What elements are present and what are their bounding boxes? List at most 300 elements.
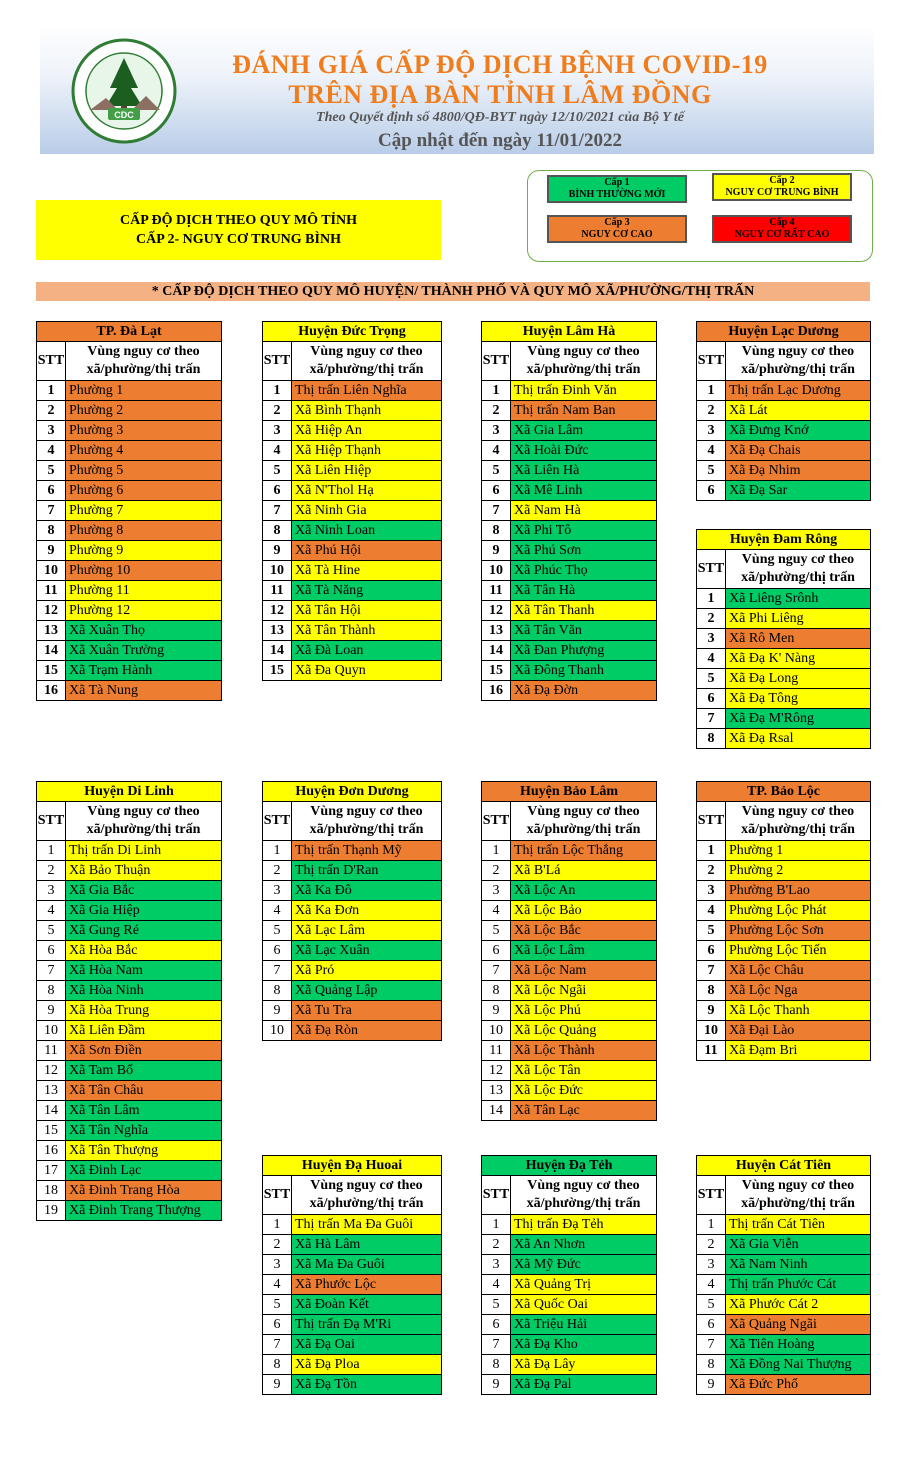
table-row: [697, 1041, 871, 1061]
row-number: 2: [482, 401, 511, 421]
row-number: 9: [37, 541, 66, 561]
commune-name: Xã Lộc Quảng: [511, 1021, 657, 1041]
row-number: 3: [263, 881, 292, 901]
table-row: [482, 921, 657, 941]
row-number: 5: [697, 921, 726, 941]
commune-name: Thị trấn Đạ Tẻh: [511, 1215, 657, 1235]
row-number: 3: [482, 881, 511, 901]
row-number: 1: [697, 841, 726, 861]
row-number: 7: [697, 1335, 726, 1355]
row-number: 1: [697, 589, 726, 609]
row-number: 11: [263, 581, 292, 601]
table-row: [37, 841, 222, 861]
commune-name: Xã Đạ Đờn: [511, 681, 657, 701]
district-name: TP. Bảo Lộc: [697, 782, 871, 802]
district-table: [36, 781, 222, 1221]
commune-name: Phường Lộc Sơn: [726, 921, 871, 941]
table-row: [482, 381, 657, 401]
row-number: 9: [263, 541, 292, 561]
row-number: 4: [482, 901, 511, 921]
svg-text:CDC: CDC: [114, 110, 134, 120]
row-number: 5: [37, 461, 66, 481]
page-title: ĐÁNH GIÁ CẤP ĐỘ DỊCH BỆNH COVID-19: [232, 50, 768, 79]
legend-level-3: Cấp 3 NGUY CƠ CAO: [547, 215, 687, 243]
row-number: 6: [37, 481, 66, 501]
row-number: 9: [263, 1375, 292, 1395]
row-number: 5: [697, 461, 726, 481]
commune-name: Xã Đạ Pal: [511, 1375, 657, 1395]
row-number: 4: [697, 1275, 726, 1295]
commune-name: Xã Xuân Trường: [66, 641, 222, 661]
table-row: [37, 1121, 222, 1141]
table-row: [263, 941, 442, 961]
section-title: * CẤP ĐỘ DỊCH THEO QUY MÔ HUYỆN/ THÀNH PHỐ VÀ QUY MÔ XÃ/PHƯỜNG/THỊ TRẤN: [36, 282, 870, 301]
commune-name: Xã Hòa Ninh: [66, 981, 222, 1001]
district-name: Huyện Cát Tiên: [697, 1156, 871, 1176]
table-row: [482, 481, 657, 501]
table-row: [482, 401, 657, 421]
table-row: [697, 1021, 871, 1041]
table-row: [263, 861, 442, 881]
district-name: TP. Đà Lạt: [37, 322, 222, 342]
row-number: 5: [697, 1295, 726, 1315]
row-number: 2: [263, 401, 292, 421]
row-number: 2: [697, 1235, 726, 1255]
table-row: [482, 841, 657, 861]
commune-name: Phường 9: [66, 541, 222, 561]
commune-name: Xã Lộc Bắc: [511, 921, 657, 941]
table-row: [263, 441, 442, 461]
commune-name: Xã Liêng Srônh: [726, 589, 871, 609]
row-number: 7: [697, 709, 726, 729]
table-row: [482, 861, 657, 881]
table-row: [37, 381, 222, 401]
commune-name: Phường 2: [726, 861, 871, 881]
commune-name: Phường 11: [66, 581, 222, 601]
cdc-logo-icon: [70, 38, 178, 144]
table-row: [482, 441, 657, 461]
area-header: Vùng nguy cơ theo xã/phường/thị trấn: [726, 550, 871, 589]
table-row: [37, 881, 222, 901]
commune-name: Xã Lộc Phú: [511, 1001, 657, 1021]
table-row: [697, 609, 871, 629]
commune-name: Thị trấn Phước Cát: [726, 1275, 871, 1295]
area-header: Vùng nguy cơ theo xã/phường/thị trấn: [726, 342, 871, 381]
commune-name: Xã Tà Nung: [66, 681, 222, 701]
row-number: 5: [37, 921, 66, 941]
table-row: [482, 1101, 657, 1121]
table-row: [37, 1141, 222, 1161]
commune-name: Xã Đạ Lây: [511, 1355, 657, 1375]
row-number: 2: [37, 861, 66, 881]
area-header: Vùng nguy cơ theo xã/phường/thị trấn: [726, 802, 871, 841]
row-number: 18: [37, 1181, 66, 1201]
row-number: 6: [482, 481, 511, 501]
table-row: [697, 1355, 871, 1375]
commune-name: Xã Đồng Nai Thượng: [726, 1355, 871, 1375]
row-number: 5: [263, 921, 292, 941]
table-row: [37, 601, 222, 621]
commune-name: Phường Lộc Tiến: [726, 941, 871, 961]
commune-name: Xã Phú Sơn: [511, 541, 657, 561]
commune-name: Phường 4: [66, 441, 222, 461]
commune-name: Xã Tân Châu: [66, 1081, 222, 1101]
row-number: 7: [263, 1335, 292, 1355]
table-row: [482, 1081, 657, 1101]
stt-header: STT: [697, 802, 726, 841]
commune-name: Xã Đa Quyn: [292, 661, 442, 681]
district-table: [36, 321, 222, 701]
commune-name: Xã Tân Hội: [292, 601, 442, 621]
row-number: 4: [697, 441, 726, 461]
commune-name: Xã Bảo Thuận: [66, 861, 222, 881]
commune-name: Xã Rô Men: [726, 629, 871, 649]
table-row: [263, 1315, 442, 1335]
row-number: 1: [697, 1215, 726, 1235]
table-row: [482, 1355, 657, 1375]
table-row: [263, 1255, 442, 1275]
stt-header: STT: [37, 802, 66, 841]
district-name: Huyện Di Linh: [37, 782, 222, 802]
district-name: Huyện Lâm Hà: [482, 322, 657, 342]
district-name: Huyện Đạ Tẻh: [482, 1156, 657, 1176]
row-number: 7: [482, 1335, 511, 1355]
commune-name: Xã Nam Ninh: [726, 1255, 871, 1275]
area-header: Vùng nguy cơ theo xã/phường/thị trấn: [292, 802, 442, 841]
row-number: 5: [263, 461, 292, 481]
commune-name: Xã Tà Hine: [292, 561, 442, 581]
table-row: [263, 641, 442, 661]
table-row: [37, 501, 222, 521]
table-row: [482, 1295, 657, 1315]
stt-header: STT: [697, 1176, 726, 1215]
commune-name: Xã Đạ Ploa: [292, 1355, 442, 1375]
table-row: [697, 1255, 871, 1275]
table-row: [263, 1355, 442, 1375]
table-row: [697, 1235, 871, 1255]
row-number: 8: [697, 981, 726, 1001]
row-number: 4: [482, 441, 511, 461]
row-number: 10: [37, 1021, 66, 1041]
table-row: [37, 961, 222, 981]
commune-name: Xã Gung Ré: [66, 921, 222, 941]
commune-name: Phường 12: [66, 601, 222, 621]
table-row: [37, 861, 222, 881]
table-row: [697, 441, 871, 461]
row-number: 5: [482, 461, 511, 481]
commune-name: Phường 7: [66, 501, 222, 521]
row-number: 6: [263, 941, 292, 961]
commune-name: Xã Sơn Điền: [66, 1041, 222, 1061]
row-number: 10: [697, 1021, 726, 1041]
table-row: [482, 1001, 657, 1021]
table-row: [37, 661, 222, 681]
row-number: 8: [482, 521, 511, 541]
commune-name: Xã Hà Lâm: [292, 1235, 442, 1255]
commune-name: Xã Gia Bắc: [66, 881, 222, 901]
table-row: [697, 669, 871, 689]
row-number: 1: [37, 841, 66, 861]
row-number: 9: [482, 1001, 511, 1021]
commune-name: Xã Ka Đơn: [292, 901, 442, 921]
table-row: [697, 629, 871, 649]
commune-name: Xã Tân Hà: [511, 581, 657, 601]
row-number: 13: [37, 1081, 66, 1101]
row-number: 3: [697, 421, 726, 441]
table-row: [697, 961, 871, 981]
table-row: [37, 441, 222, 461]
commune-name: Xã Lạc Lâm: [292, 921, 442, 941]
area-header: Vùng nguy cơ theo xã/phường/thị trấn: [511, 802, 657, 841]
commune-name: Xã Lộc Nga: [726, 981, 871, 1001]
row-number: 3: [482, 1255, 511, 1275]
row-number: 8: [263, 981, 292, 1001]
commune-name: Xã Pró: [292, 961, 442, 981]
table-row: [37, 941, 222, 961]
commune-name: Xã Đinh Trang Hòa: [66, 1181, 222, 1201]
row-number: 10: [37, 561, 66, 581]
commune-name: Phường 6: [66, 481, 222, 501]
table-row: [263, 501, 442, 521]
table-row: [263, 421, 442, 441]
district-table: [481, 321, 657, 701]
table-row: [263, 541, 442, 561]
table-row: [37, 681, 222, 701]
row-number: 11: [482, 1041, 511, 1061]
table-row: [263, 561, 442, 581]
table-row: [697, 689, 871, 709]
table-row: [263, 461, 442, 481]
commune-name: Phường 5: [66, 461, 222, 481]
row-number: 12: [37, 1061, 66, 1081]
table-row: [37, 921, 222, 941]
row-number: 4: [697, 649, 726, 669]
row-number: 14: [482, 641, 511, 661]
commune-name: Xã Hòa Trung: [66, 1001, 222, 1021]
table-row: [263, 901, 442, 921]
row-number: 1: [697, 381, 726, 401]
row-number: 11: [37, 581, 66, 601]
table-row: [482, 1041, 657, 1061]
row-number: 2: [263, 1235, 292, 1255]
commune-name: Xã Tân Văn: [511, 621, 657, 641]
row-number: 4: [697, 901, 726, 921]
table-row: [482, 1215, 657, 1235]
district-table: [696, 1155, 871, 1395]
table-row: [37, 1181, 222, 1201]
commune-name: Xã Tân Thanh: [511, 601, 657, 621]
commune-name: Thị trấn D'Ran: [292, 861, 442, 881]
commune-name: Thị trấn Nam Ban: [511, 401, 657, 421]
table-row: [697, 1295, 871, 1315]
row-number: 9: [697, 1001, 726, 1021]
row-number: 12: [37, 601, 66, 621]
update-date: Cập nhật đến ngày 11/01/2022: [378, 130, 622, 151]
table-row: [697, 1215, 871, 1235]
table-row: [697, 921, 871, 941]
area-header: Vùng nguy cơ theo xã/phường/thị trấn: [511, 1176, 657, 1215]
table-row: [482, 1255, 657, 1275]
row-number: 6: [697, 689, 726, 709]
district-name: Huyện Đam Rông: [697, 530, 871, 550]
commune-name: Xã Trạm Hành: [66, 661, 222, 681]
row-number: 6: [697, 1315, 726, 1335]
commune-name: Xã Quảng Lập: [292, 981, 442, 1001]
commune-name: Xã Phúc Thọ: [511, 561, 657, 581]
commune-name: Xã Đạm Bri: [726, 1041, 871, 1061]
row-number: 2: [482, 861, 511, 881]
row-number: 1: [482, 381, 511, 401]
stt-header: STT: [37, 342, 66, 381]
legend: [527, 170, 873, 262]
row-number: 5: [697, 669, 726, 689]
page-subtitle: TRÊN ĐỊA BÀN TỈNH LÂM ĐỒNG: [288, 80, 712, 109]
row-number: 14: [37, 641, 66, 661]
commune-name: Xã Hòa Bắc: [66, 941, 222, 961]
table-row: [697, 981, 871, 1001]
table-row: [37, 621, 222, 641]
commune-name: Xã Lộc An: [511, 881, 657, 901]
table-row: [482, 961, 657, 981]
commune-name: Thị trấn Di Linh: [66, 841, 222, 861]
row-number: 14: [482, 1101, 511, 1121]
commune-name: Phường 3: [66, 421, 222, 441]
row-number: 15: [37, 661, 66, 681]
table-row: [263, 1335, 442, 1355]
commune-name: Xã Lộc Thanh: [726, 1001, 871, 1021]
row-number: 15: [482, 661, 511, 681]
table-row: [37, 1001, 222, 1021]
table-row: [697, 729, 871, 749]
decision-reference: Theo Quyết định số 4800/QĐ-BYT ngày 12/10/2021 của Bộ Y tế: [316, 110, 684, 125]
row-number: 3: [37, 881, 66, 901]
commune-name: Xã Liên Đầm: [66, 1021, 222, 1041]
row-number: 5: [263, 1295, 292, 1315]
commune-name: Xã Tân Thượng: [66, 1141, 222, 1161]
commune-name: Xã Phước Lộc: [292, 1275, 442, 1295]
commune-name: Phường 1: [66, 381, 222, 401]
row-number: 2: [697, 401, 726, 421]
commune-name: Xã Đạ Nhim: [726, 461, 871, 481]
commune-name: Xã Tà Năng: [292, 581, 442, 601]
table-row: [482, 601, 657, 621]
row-number: 11: [37, 1041, 66, 1061]
table-row: [482, 581, 657, 601]
commune-name: Xã Tân Thành: [292, 621, 442, 641]
commune-name: Xã Quốc Oai: [511, 1295, 657, 1315]
table-row: [482, 541, 657, 561]
area-header: Vùng nguy cơ theo xã/phường/thị trấn: [292, 1176, 442, 1215]
commune-name: Phường 8: [66, 521, 222, 541]
table-row: [263, 381, 442, 401]
commune-name: Xã Đinh Lạc: [66, 1161, 222, 1181]
row-number: 11: [697, 1041, 726, 1061]
row-number: 11: [482, 581, 511, 601]
table-row: [697, 941, 871, 961]
stt-header: STT: [482, 802, 511, 841]
commune-name: Xã B'Lá: [511, 861, 657, 881]
commune-name: Thị trấn Lộc Thắng: [511, 841, 657, 861]
row-number: 4: [263, 1275, 292, 1295]
commune-name: Thị trấn Lạc Dương: [726, 381, 871, 401]
table-row: [37, 541, 222, 561]
row-number: 8: [37, 521, 66, 541]
commune-name: Xã Ninh Gia: [292, 501, 442, 521]
row-number: 15: [263, 661, 292, 681]
table-row: [697, 381, 871, 401]
commune-name: Thị trấn Đạ M'Ri: [292, 1315, 442, 1335]
commune-name: Xã Tiên Hoàng: [726, 1335, 871, 1355]
district-name: Huyện Bảo Lâm: [482, 782, 657, 802]
table-row: [263, 1235, 442, 1255]
commune-name: Xã Tân Nghĩa: [66, 1121, 222, 1141]
row-number: 10: [263, 1021, 292, 1041]
row-number: 8: [37, 981, 66, 1001]
table-row: [482, 1021, 657, 1041]
commune-name: Xã Đưng Knớ: [726, 421, 871, 441]
table-row: [263, 601, 442, 621]
commune-name: Xã Lộc Bảo: [511, 901, 657, 921]
row-number: 5: [482, 921, 511, 941]
row-number: 3: [697, 881, 726, 901]
row-number: 17: [37, 1161, 66, 1181]
district-name: Huyện Đơn Dương: [263, 782, 442, 802]
province-level-title: CẤP ĐỘ DỊCH THEO QUY MÔ TỈNH: [120, 213, 357, 228]
district-name: Huyện Lạc Dương: [697, 322, 871, 342]
table-row: [482, 1375, 657, 1395]
commune-name: Xã Đạ Chais: [726, 441, 871, 461]
table-row: [697, 649, 871, 669]
table-row: [263, 1275, 442, 1295]
commune-name: Xã Đoàn Kết: [292, 1295, 442, 1315]
stt-header: STT: [697, 342, 726, 381]
header-banner: [40, 24, 874, 154]
district-name: Huyện Đạ Huoai: [263, 1156, 442, 1176]
district-table: [696, 321, 871, 501]
table-row: [263, 1375, 442, 1395]
district-table: [481, 1155, 657, 1395]
table-row: [263, 961, 442, 981]
table-row: [263, 521, 442, 541]
row-number: 10: [263, 561, 292, 581]
commune-name: Xã Đạ M'Rông: [726, 709, 871, 729]
row-number: 10: [482, 1021, 511, 1041]
row-number: 9: [482, 541, 511, 561]
area-header: Vùng nguy cơ theo xã/phường/thị trấn: [511, 342, 657, 381]
commune-name: Xã Liên Hiệp: [292, 461, 442, 481]
table-row: [697, 1335, 871, 1355]
table-row: [482, 561, 657, 581]
stt-header: STT: [263, 342, 292, 381]
commune-name: Xã Bình Thạnh: [292, 401, 442, 421]
row-number: 7: [37, 961, 66, 981]
commune-name: Xã Lạc Xuân: [292, 941, 442, 961]
commune-name: Xã Đạ Oai: [292, 1335, 442, 1355]
table-row: [37, 1081, 222, 1101]
commune-name: Xã Đạ Sar: [726, 481, 871, 501]
table-row: [37, 461, 222, 481]
commune-name: Xã Tam Bố: [66, 1061, 222, 1081]
district-table: [262, 1155, 442, 1395]
commune-name: Xã Lộc Nam: [511, 961, 657, 981]
row-number: 9: [263, 1001, 292, 1021]
commune-name: Xã Phú Hội: [292, 541, 442, 561]
row-number: 7: [697, 961, 726, 981]
row-number: 1: [482, 1215, 511, 1235]
table-row: [482, 661, 657, 681]
row-number: 2: [697, 861, 726, 881]
row-number: 12: [482, 601, 511, 621]
